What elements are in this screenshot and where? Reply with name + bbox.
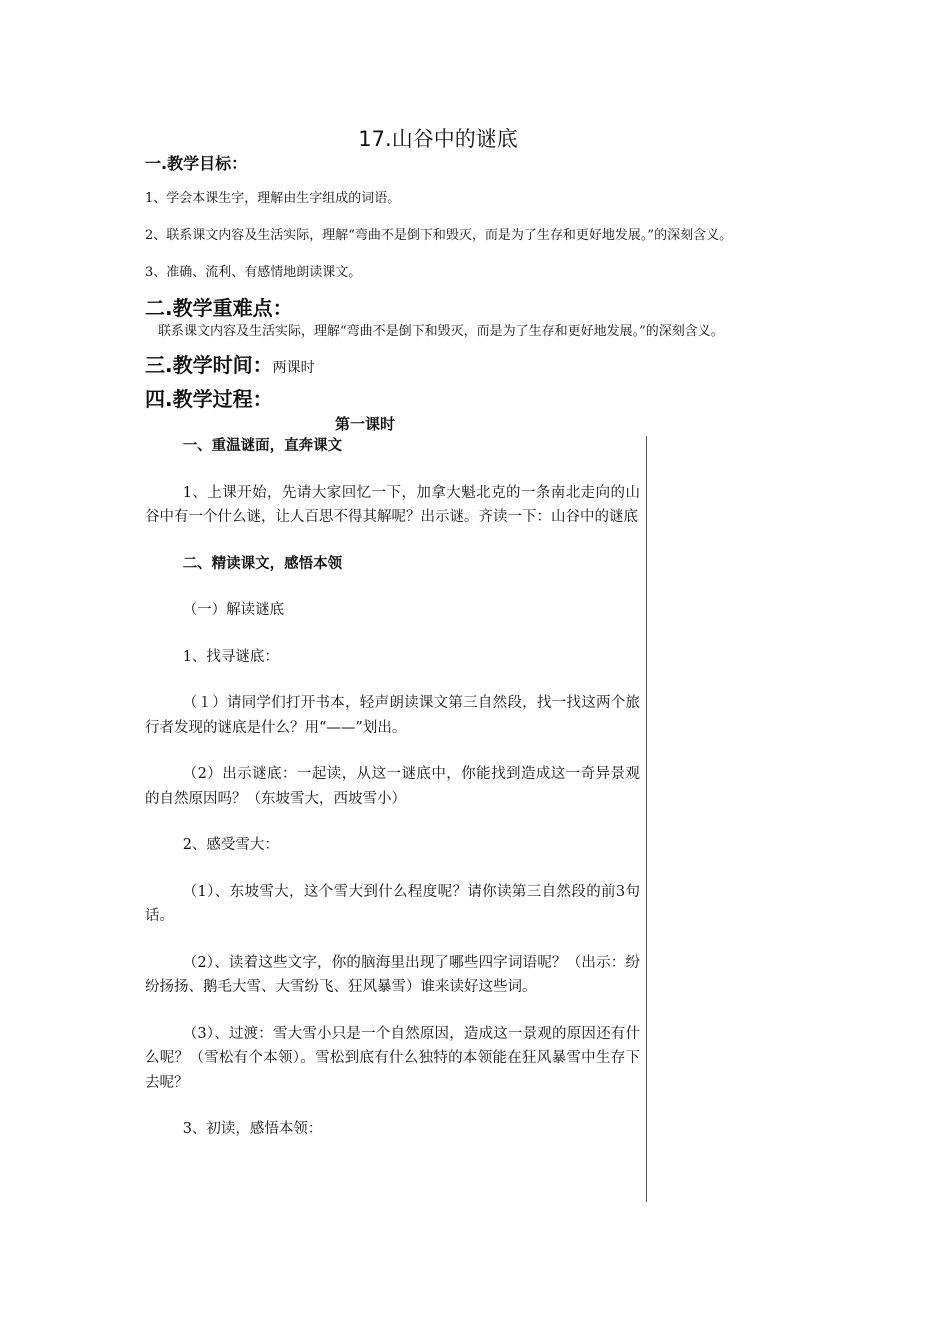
paragraph: （2）、读着这些文字，你的脑海里出现了哪些四字词语呢？（出示：纷纷扬扬、鹅毛大雪、大雪纷飞、狂风暴雪）谁来读好这些词。: [145, 954, 640, 995]
heading-teaching-goals: 一.教学目标：: [145, 154, 248, 173]
paragraph: （3）、过渡：雪大雪小只是一个自然原因，造成这一景观的原因还有什么呢？（雪松有个本领）。雪松到底有什么独特的本领能在狂风暴雪中生存下去呢？: [145, 1025, 640, 1091]
lesson-title: 第一课时: [334, 415, 395, 433]
paragraph: 2、感受雪大：: [182, 837, 279, 853]
goal-item: 2、联系课文内容及生活实际，理解“弯曲不是倒下和毁灭，而是为了生存和更好地发展。”的深刻含义。: [145, 228, 733, 243]
section-heading: 二、精读课文，感悟本领: [182, 554, 343, 572]
heading-key-points: 二.教学重难点：: [145, 296, 293, 320]
goal-item: 3、准确、流利、有感情地朗读课文。: [145, 265, 362, 280]
teaching-time-value: 两课时: [272, 360, 315, 376]
heading-teaching-time: [145, 353, 315, 380]
paragraph: 3、初读，感悟本领：: [182, 1121, 323, 1137]
paragraph: （1）、东坡雪大，这个雪大到什么程度呢？请你读第三自然段的前3句话。: [145, 883, 640, 924]
key-points-text: 联系课文内容及生活实际，理解“弯曲不是倒下和毁灭，而是为了生存和更好地发展。”的深刻含义。: [158, 324, 724, 339]
paragraph: 1、找寻谜底：: [182, 648, 279, 665]
paragraph: （2）出示谜底：一起读，从这一谜底中，你能找到造成这一奇异景观的自然原因吗？（东坡雪大，西坡雪小）: [145, 766, 640, 807]
lesson-body: [145, 434, 640, 1142]
document-title: 17.山谷中的谜底: [358, 127, 518, 151]
teaching-time-label: 三.教学时间：: [145, 353, 273, 377]
heading-teaching-process: 四.教学过程：: [145, 387, 273, 411]
paragraph: 1、上课开始，先请大家回忆一下，加拿大魁北克的一条南北走向的山谷中有一个什么谜，让人百思不得其解呢？出示谜。齐读一下：山谷中的谜底: [145, 484, 640, 525]
section-heading: 一、重温谜面，直奔课文: [182, 437, 343, 454]
column-divider: [646, 436, 647, 1202]
paragraph: （１）请同学们打开书本，轻声朗读课文第三自然段，找一找这两个旅行者发现的谜底是什么？用“——”划出。: [145, 695, 640, 736]
goal-item: 1、学会本课生字，理解由生字组成的词语。: [145, 191, 401, 206]
paragraph: （一）解读谜底: [182, 602, 285, 618]
